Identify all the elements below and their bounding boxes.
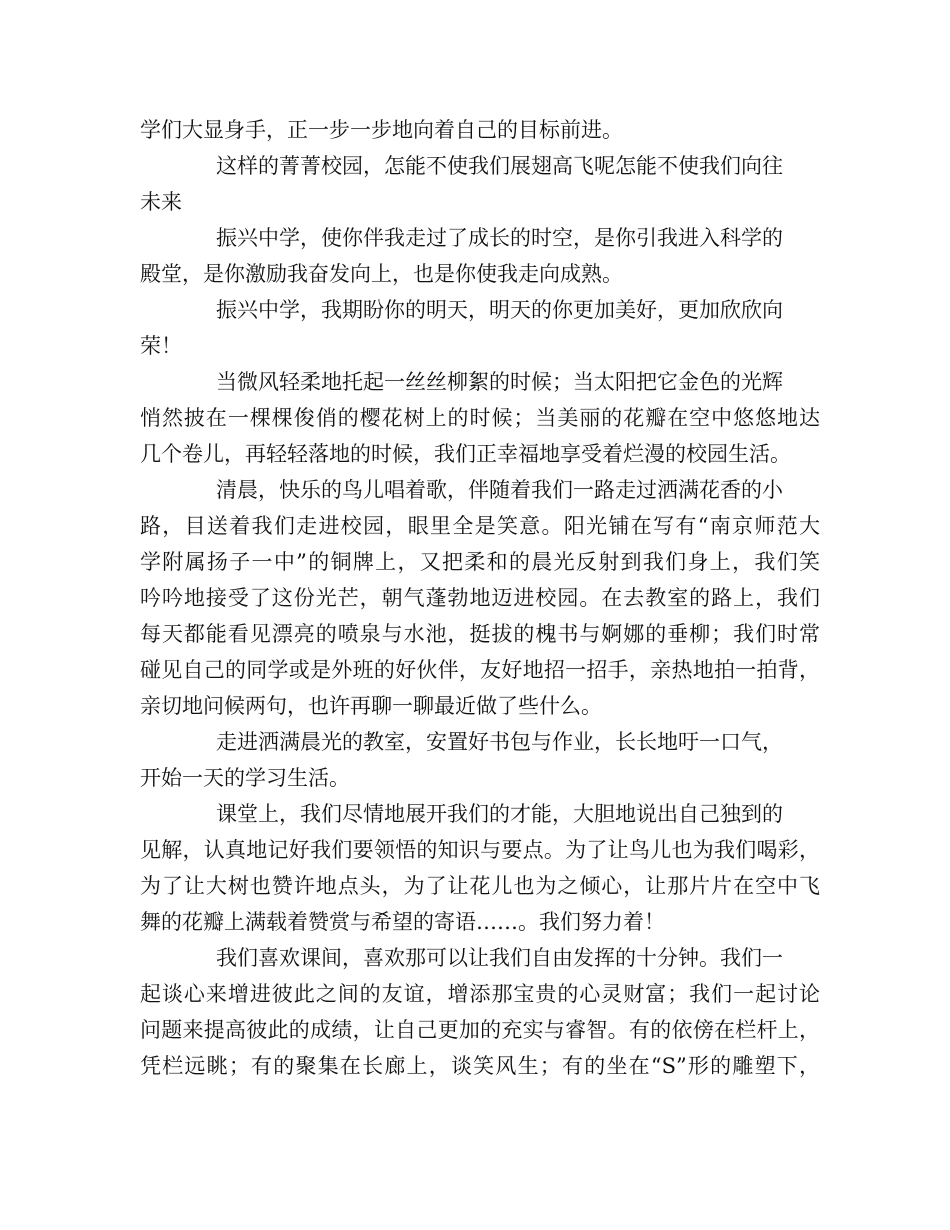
text-line: 为了让大树也赞许地点头，为了让花儿也为之倾心，让那片片在空中飞	[140, 874, 820, 898]
text-line: 吟吟地接受了这份光芒，朝气蓬勃地迈进校园。在去教室的路上，我们	[140, 586, 820, 610]
text-line: 见解，认真地记好我们要领悟的知识与要点。为了让鸟儿也为我们喝彩，	[140, 838, 820, 862]
text-line: 问题来提高彼此的成绩，让自己更加的充实与睿智。有的依傍在栏杆上，	[140, 1018, 820, 1042]
text-line: 振兴中学，使你伴我走过了成长的时空，是你引我进入科学的	[216, 226, 783, 250]
text-line: 开始一天的学习生活。	[140, 766, 350, 790]
text-line: 走进洒满晨光的教室，安置好书包与作业，长长地吁一口气，	[216, 730, 783, 754]
text-line: 殿堂，是你激励我奋发向上，也是你使我走向成熟。	[140, 262, 623, 286]
text-line: 当微风轻柔地托起一丝丝柳絮的时候；当太阳把它金色的光辉	[216, 370, 783, 394]
text-line: 振兴中学，我期盼你的明天，明天的你更加美好，更加欣欣向	[216, 298, 783, 322]
text-line: 未来	[140, 190, 182, 214]
text-line: 课堂上，我们尽情地展开我们的才能，大胆地说出自己独到的	[216, 802, 783, 826]
text-line: 亲切地问候两句，也许再聊一聊最近做了些什么。	[140, 694, 602, 718]
text-line: 起谈心来增进彼此之间的友谊，增添那宝贵的心灵财富；我们一起讨论	[140, 982, 820, 1006]
text-line: 路，目送着我们走进校园，眼里全是笑意。阳光铺在写有“南京师范大	[140, 514, 820, 538]
text-line: 舞的花瓣上满载着赞赏与希望的寄语……。我们努力着！	[140, 910, 665, 934]
text-line: 每天都能看见漂亮的喷泉与水池，挺拔的槐书与婀娜的垂柳；我们时常	[140, 622, 820, 646]
body-text	[140, 112, 820, 1084]
text-line: 学附属扬子一中”的铜牌上，又把柔和的晨光反射到我们身上，我们笑	[140, 550, 820, 574]
text-line: 几个卷儿，再轻轻落地的时候，我们正幸福地享受着烂漫的校园生活。	[140, 442, 791, 466]
text-line: 我们喜欢课间，喜欢那可以让我们自由发挥的十分钟。我们一	[216, 946, 783, 970]
text-line: 凭栏远眺；有的聚集在长廊上，谈笑风生；有的坐在“S”形的雕塑下，	[140, 1054, 820, 1078]
text-line: 悄然披在一棵棵俊俏的樱花树上的时候；当美丽的花瓣在空中悠悠地达	[140, 406, 820, 430]
text-line: 学们大显身手，正一步一步地向着自己的目标前进。	[140, 118, 623, 142]
text-line: 清晨，快乐的鸟儿唱着歌，伴随着我们一路走过洒满花香的小	[216, 478, 783, 502]
text-line: 碰见自己的同学或是外班的好伙伴，友好地招一招手，亲热地拍一拍背，	[140, 658, 820, 682]
text-line: 这样的菁菁校园，怎能不使我们展翅高飞呢怎能不使我们向往	[216, 154, 783, 178]
text-line: 荣！	[140, 334, 182, 358]
